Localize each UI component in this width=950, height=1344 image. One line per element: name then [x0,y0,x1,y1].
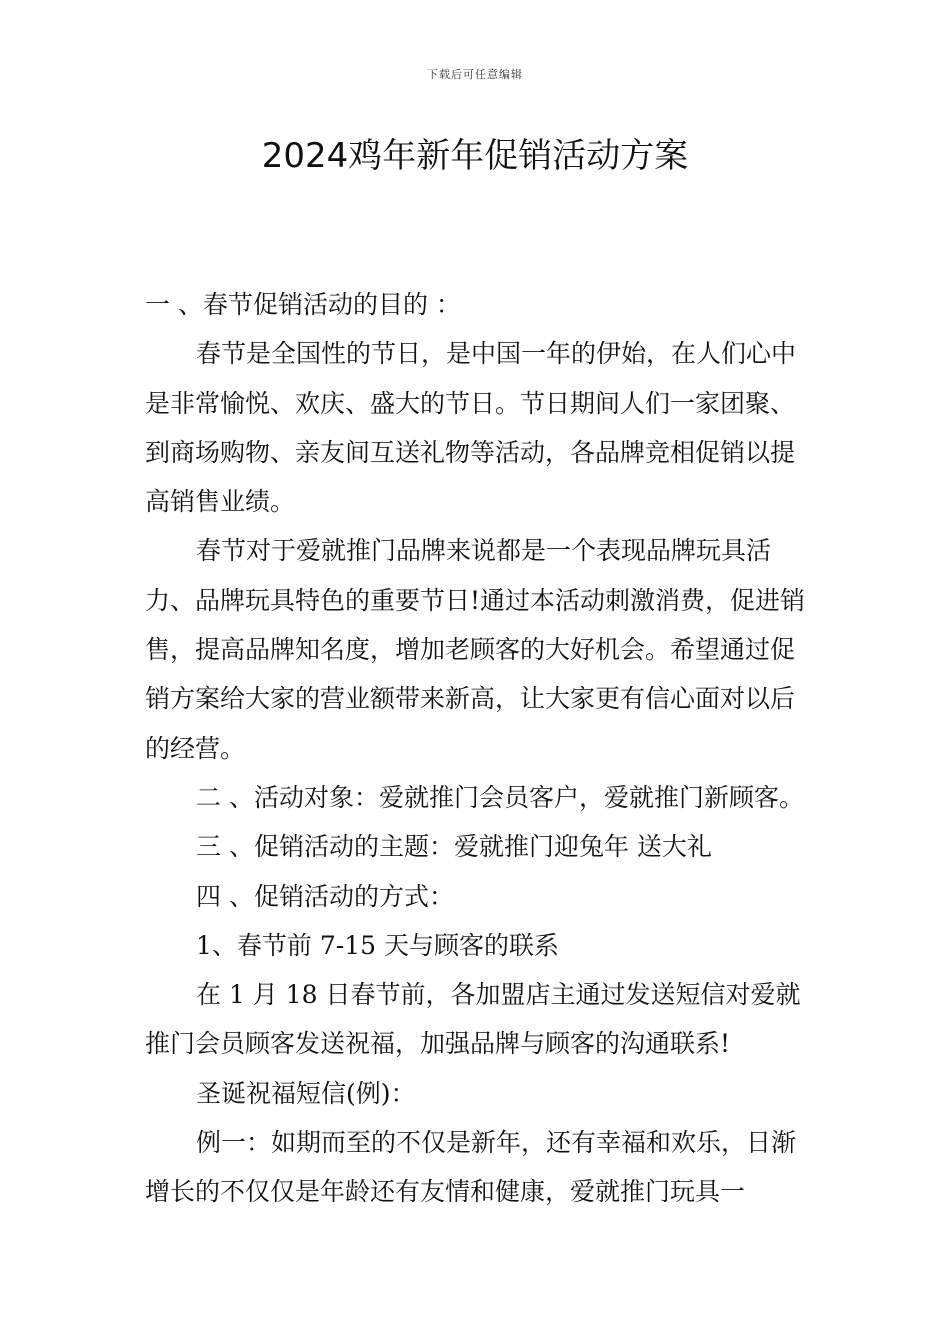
section-heading-purpose: 一 、春节促销活动的目的 ： [145,290,461,319]
section-heading-audience: 二 、活动对象：爱就推门会员客户，爱就推门新顾客。 [196,782,804,812]
paragraph-example-one: 例一：如期而至的不仅是新年，还有幸福和欢乐，日渐增长的不仅仅是年龄还有友情和健康，爱就推门玩具一 [145,1128,797,1207]
paragraph-festival-intro: 春节是全国性的节日，是中国一年的伊始，在人们心中是非常愉悦、欢庆、盛大的节日。节日期间人们一家团聚、到商场购物、亲友间互送礼物等活动，各品牌竞相促销以提高销售业绩。 [145,339,797,517]
section-heading-theme: 三 、促销活动的主题：爱就推门迎兔年 送大礼 [196,832,712,862]
paragraph-sms-greeting: 在 1 月 18 日春节前，各加盟店主通过发送短信对爱就推门会员顾客发送祝福，加强品牌与顾客的沟通联系! [145,980,801,1059]
label-sms-example: 圣诞祝福短信(例)： [196,1078,416,1108]
paragraph-brand-significance: 春节对于爱就推门品牌来说都是一个表现品牌玩具活力、品牌玩具特色的重要节日!通过本活动刺激消费，促进销售，提高品牌知名度，增加老顾客的大好机会。希望通过促销方案给大家的营业额带来新高，让大家更有信心面对以后的经营。 [145,536,806,763]
subheading-customer-contact: 1、春节前 7-15 天与顾客的联系 [196,930,559,960]
section-heading-method: 四 、促销活动的方式： [196,881,454,911]
document-body [145,280,810,1217]
header-note: 下载后可任意编辑 [427,68,523,81]
document-title: 2024鸡年新年促销活动方案 [261,136,689,176]
